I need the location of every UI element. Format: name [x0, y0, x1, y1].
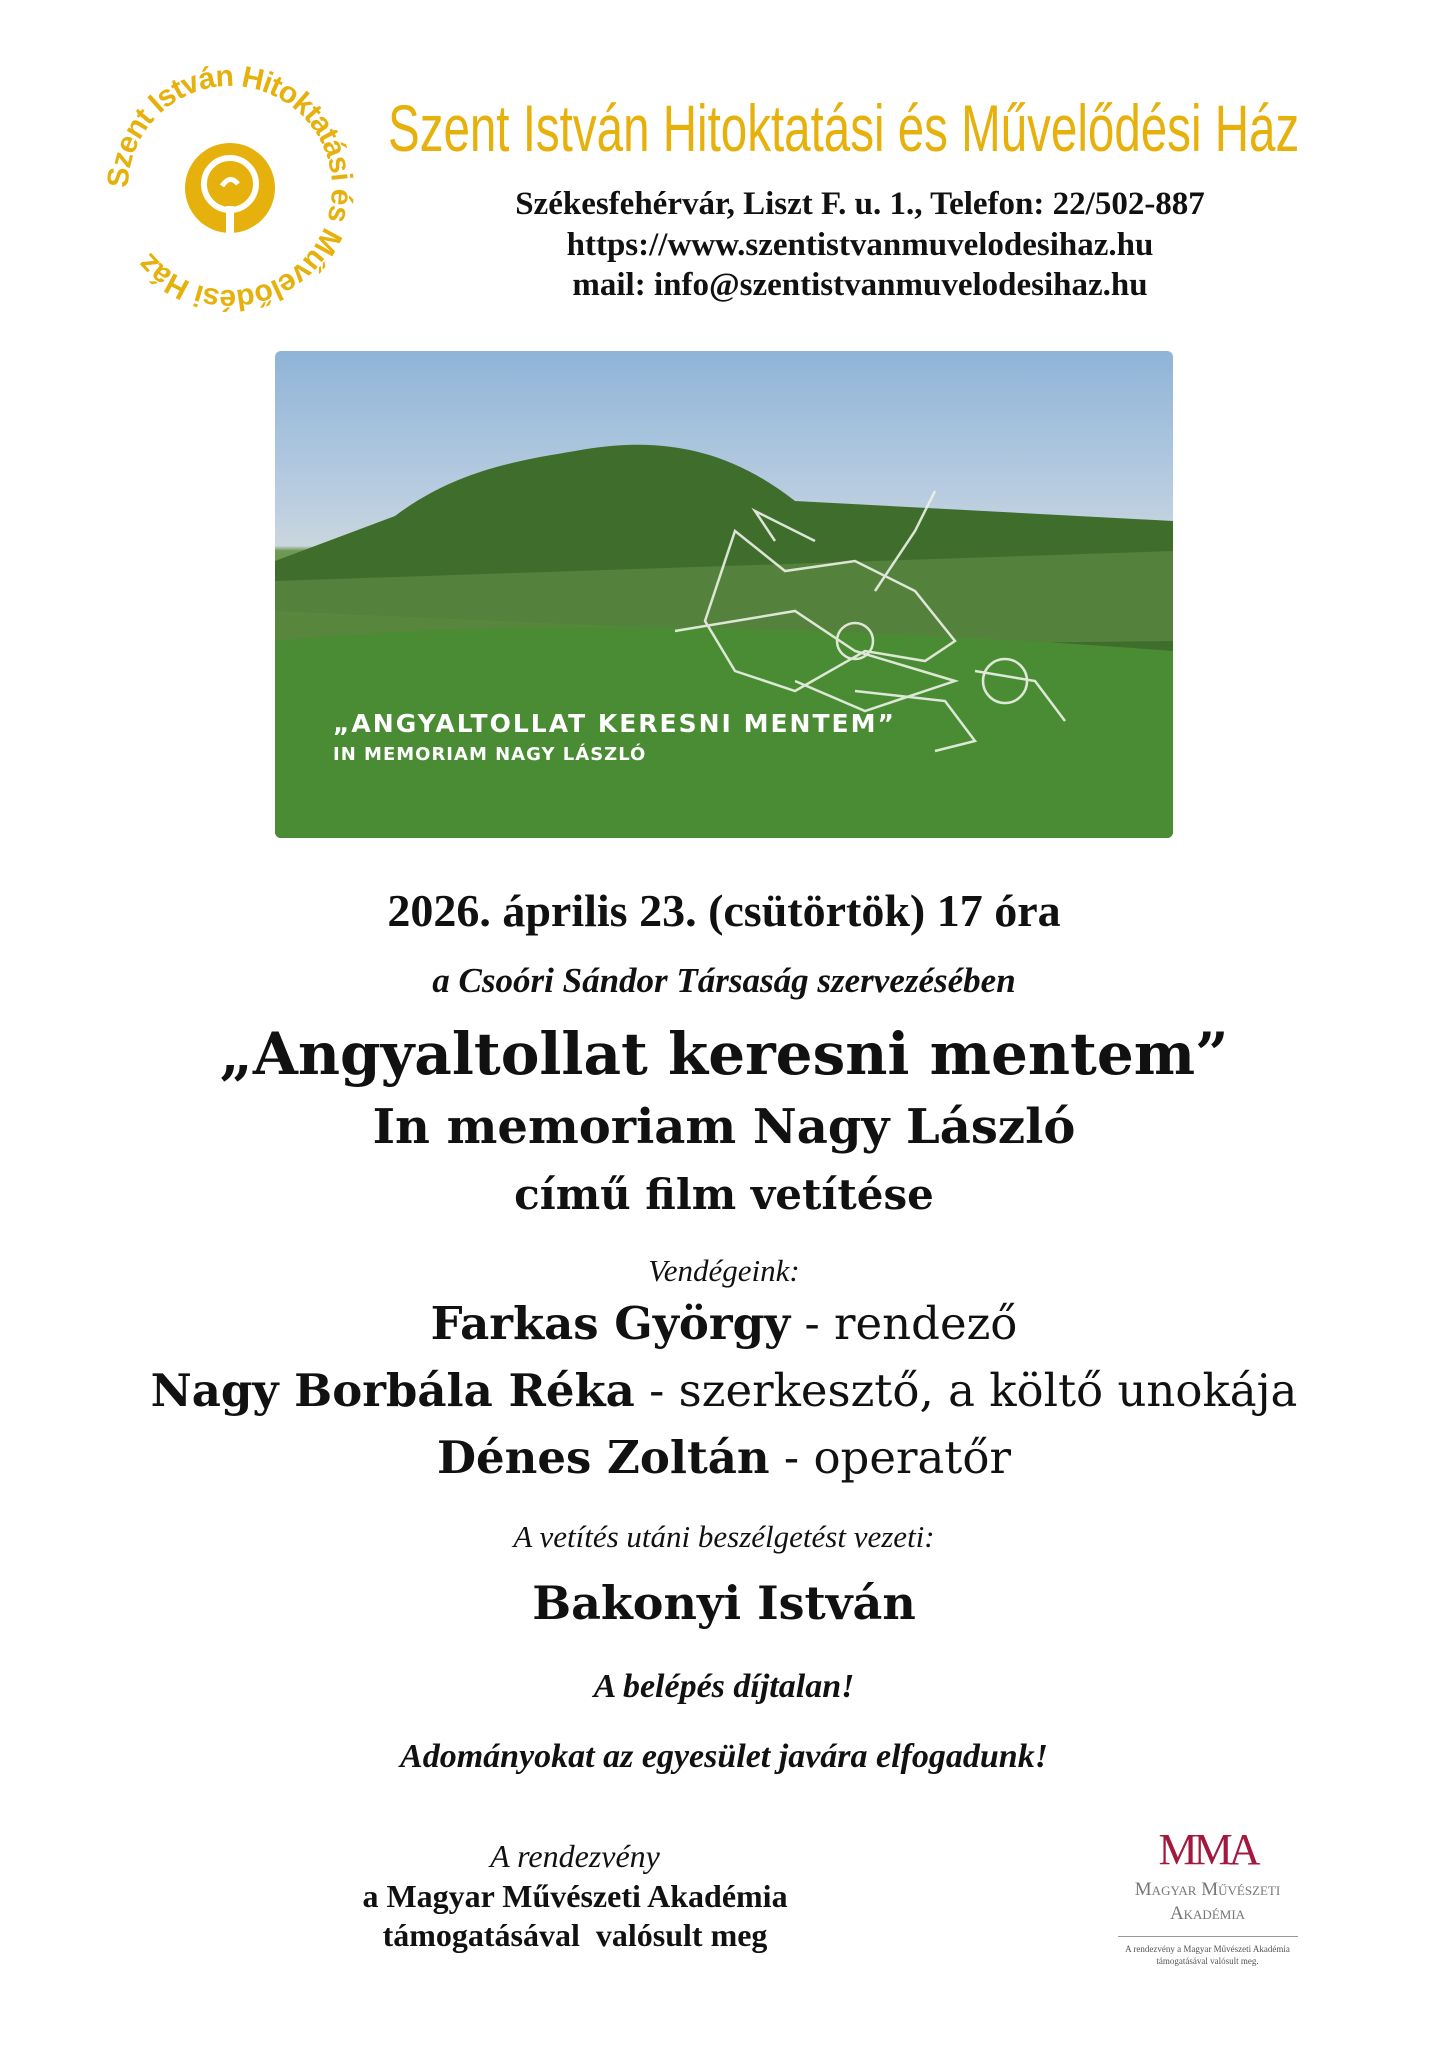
mma-note-2: támogatásával valósult meg.: [1156, 1956, 1259, 1966]
address: Székesfehérvár, Liszt F. u. 1., Telefon: 22/502-887: [515, 186, 1205, 222]
event-date: 2026. április 23. (csütörtök) 17 óra: [387, 885, 1061, 936]
guest-role: - szerkesztő, a költő unokája: [634, 1364, 1298, 1417]
entry-note: A belépés díjtalan!: [593, 1668, 855, 1705]
mma-logo: [1100, 1825, 1315, 1967]
institution-logo: [100, 56, 360, 321]
sponsor-line-1: A rendezvény: [490, 1838, 660, 1874]
divider: [1118, 1936, 1298, 1937]
donations-note: Adományokat az egyesület javára elfogadunk!: [400, 1738, 1048, 1775]
photo-caption-title: „ANGYALTOLLAT KERESNI MENTEM”: [333, 709, 896, 738]
sponsor-line-3: támogatásával valósult meg: [382, 1917, 768, 1953]
sponsor-line-2: a Magyar Művészeti Akadémia: [362, 1878, 788, 1914]
moderator-label: A vetítés utáni beszélgetést vezeti:: [513, 1519, 935, 1554]
mma-note-1: A rendezvény a Magyar Művészeti Akadémia: [1125, 1944, 1290, 1954]
guest-role: - rendező: [790, 1297, 1018, 1350]
guest-name: Nagy Borbála Réka: [150, 1364, 635, 1417]
website-link[interactable]: https://www.szentistvanmuvelodesihaz.hu: [566, 227, 1154, 263]
photo-caption-subtitle: IN MEMORIAM NAGY LÁSZLÓ: [333, 744, 647, 765]
guest-line: [0, 1364, 1448, 1417]
guest-role: - operatőr: [769, 1431, 1011, 1484]
guest-name: Dénes Zoltán: [437, 1431, 770, 1484]
film-still-image: [275, 351, 1173, 838]
film-title: „Angyaltollat keresni mentem”: [219, 1020, 1229, 1088]
guest-name: Farkas György: [430, 1297, 791, 1350]
email-link[interactable]: mail: info@szentistvanmuvelodesihaz.hu: [572, 267, 1148, 303]
organizer: a Csoóri Sándor Társaság szervezésében: [432, 961, 1016, 1000]
mma-mark: MMA: [1158, 1825, 1257, 1874]
guests-label: Vendégeink:: [648, 1253, 800, 1288]
film-note: című film vetítése: [514, 1170, 934, 1219]
institution-title: Szent István Hitoktatási és Művelődési Ház: [388, 91, 1300, 165]
mma-name-2: Akadémia: [1169, 1903, 1246, 1924]
mma-name-1: Magyar Művészeti: [1134, 1879, 1281, 1900]
guest-line: [0, 1297, 1448, 1350]
guest-line: [0, 1431, 1448, 1484]
svg-text:Szent István Hitoktatási és Mű: Szent István Hitoktatási és Művelődési Ház: [101, 59, 359, 317]
moderator-name: Bakonyi István: [532, 1576, 916, 1630]
film-subtitle: In memoriam Nagy László: [372, 1099, 1076, 1155]
